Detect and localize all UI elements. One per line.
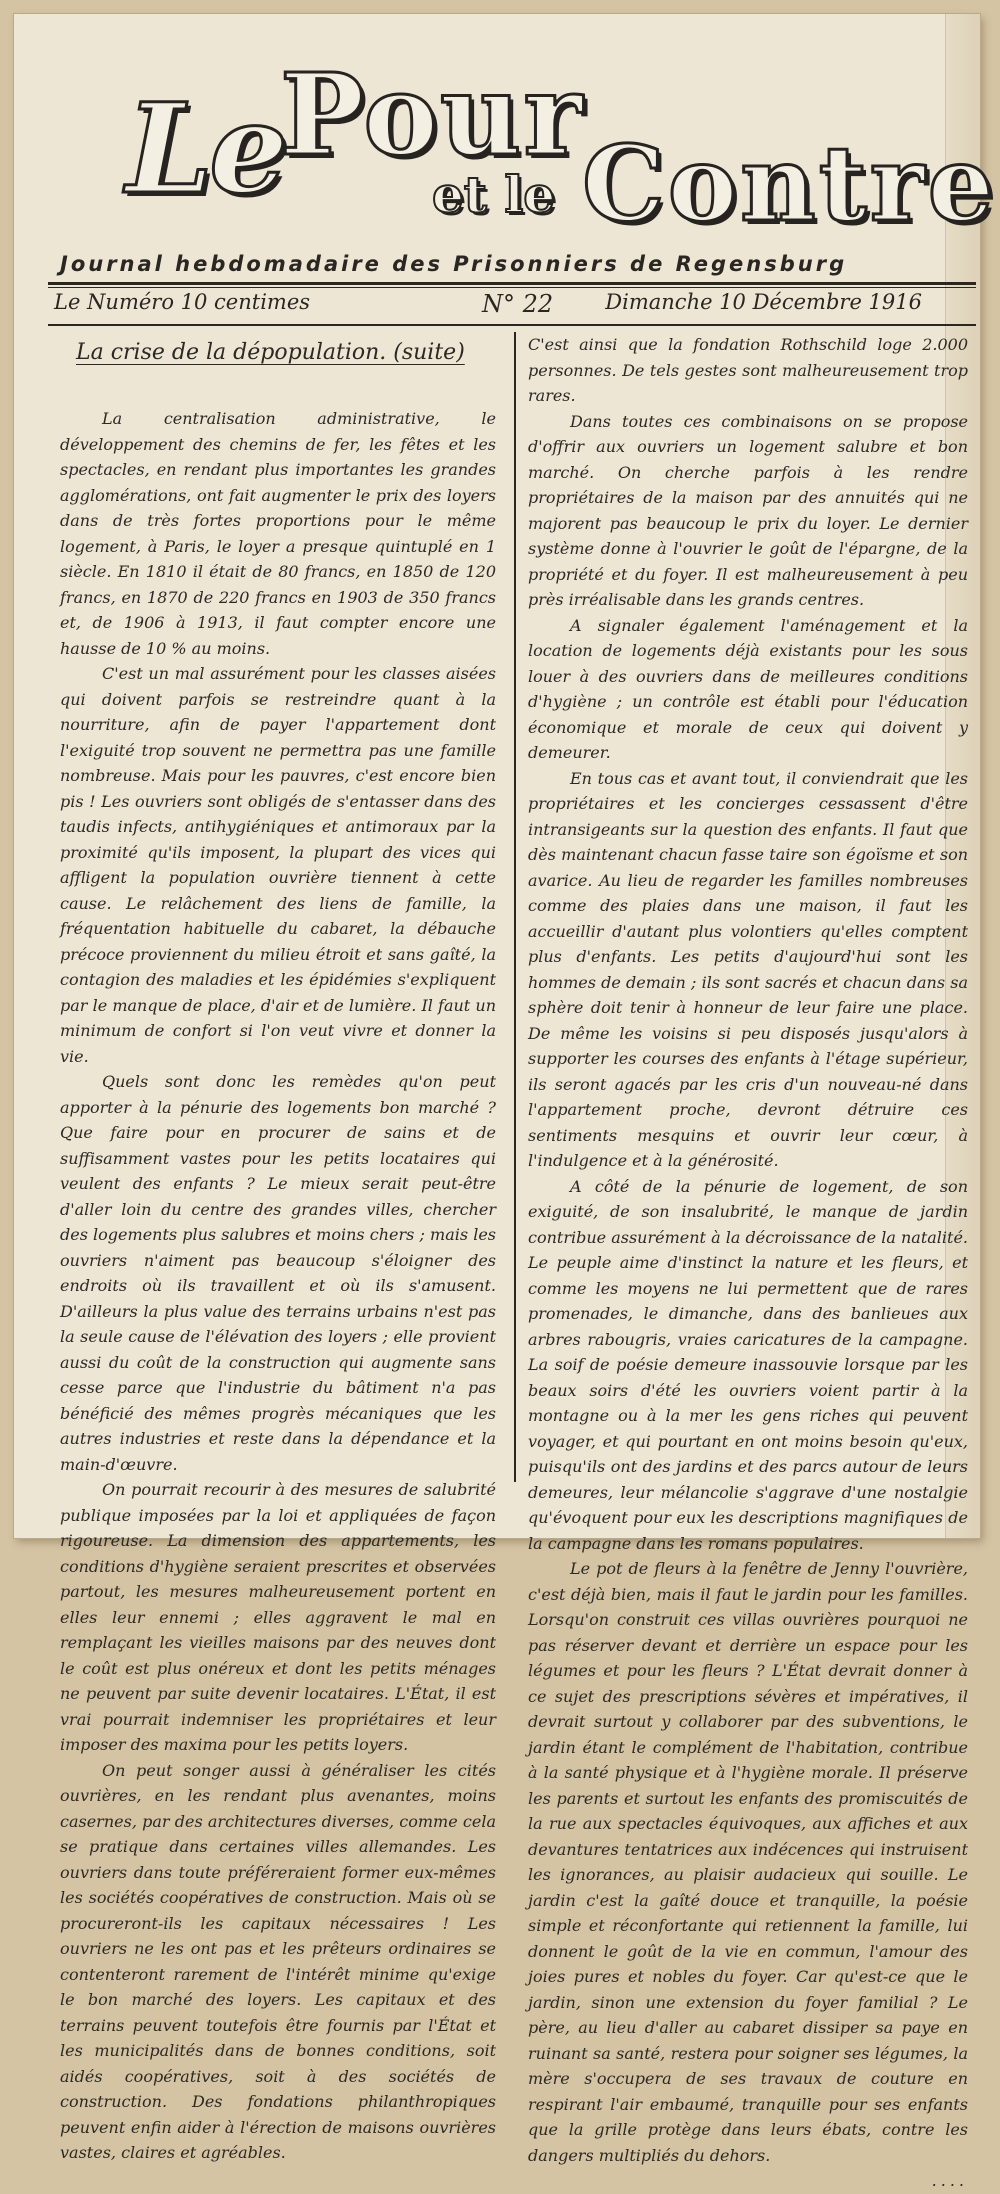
masthead-title-le: Le [126,77,285,222]
issue-rule [48,324,976,326]
header-rule [48,282,976,285]
paragraph: Dans toutes ces combinaisons on se propose d'offrir aux ouvriers un logement salubre et bon marché. On cherche parfois à les rendre propriétaires de la maison par des annuités qui ne majorent pas beaucoup le prix du loyer. Le dernier système donne à l'ouvrier le goût de l'épargne, de la propriété et du foyer. Il est malheureusement à peu près irréalisable dans les grands centres. [528,411,968,609]
masthead-title-pour: Pour [280,50,585,181]
paragraph: La centralisation administrative, le développement des chemins de fer, les fêtes et les spectacles, en rendant plus importantes les grandes agglomérations, ont fait augmenter le prix des loyers dans de très fortes proportions pour le même logement, à Paris, le loyer a presque quintuplé en 1 siècle. En 1810 il était de 80 francs, en 1850 de 120 francs, en 1870 de 220 francs en 1903 de 350 francs et, de 1906 à 1913, il faut compter encore une hausse de 10 % au moins. [60,409,496,658]
article-title: La crise de la dépopulation. (suite) [76,340,465,365]
paragraph: En tous cas et avant tout, il conviendrait que les propriétaires et les concierges cessassent d'être intransigeants sur la question des enfants. Il faut que dès maintenant chacun fasse taire son égoïsme et son avarice. Au lieu de regarder les familles nombreuses comme des plaies dans une maison, il faut les accueillir d'autant plus volontiers qu'elles comptent plus d'enfants. Les petits d'aujourd'hui sont les hommes de demain ; ils sont sacrés et chacun dans sa sphère doit tenir à honneur de leur faire une place. De même les voisins si peu disposés jusqu'alors à supporter les courses des enfants à l'étage supérieur, ils seront agacés par les cris d'un nouveau-né dans l'appartement proche, devront détruire ces sentiments mesquins et ouvrir leur cœur, à l'indulgence et à la générosité. [528,768,968,1170]
header-rule-thin [48,287,976,288]
article-column-right [528,332,968,2194]
masthead-subtitle: Journal hebdomadaire des Prisonniers de Regensburg [60,252,848,276]
paragraph: C'est ainsi que la fondation Rothschild loge 2.000 personnes. De tels gestes sont malheureusement trop rares. [528,335,968,405]
paragraph: Quels sont donc les remèdes qu'on peut apporter à la pénurie des logements bon marché ? Que faire pour en procurer de sains et de suffisamment vastes pour les petits locataires qui veulent des enfants ? Le mieux serait peut-être d'aller loin du centre des grandes villes, chercher des logements plus salubres et moins chers ; mais les ouvriers n'aiment pas beaucoup s'éloigner des endroits où ils travaillent et où ils s'amusent. D'ailleurs la plus value des terrains urbains n'est pas la seule cause de l'élévation des loyers ; elle provient aussi du coût de la construction qui augmente sans cesse parce que l'industrie du bâtiment n'a pas bénéficié des mêmes progrès mécaniques que les autres industries et reste dans la dépendance et la main-d'œuvre. [60,1072,496,1474]
masthead-title-et-le: et le [432,165,556,224]
paragraph: On peut songer aussi à généraliser les cités ouvrières, en les rendant plus avenantes, moins casernes, par des architectures diverses, comme cela se pratique dans certaines villes allemandes. Les ouvriers dans toute préféreraient former eux-mêmes les sociétés coopératives de construction. Mais où se procureront-ils les capitaux nécessaires ! Les ouvriers ne les ont pas et les prêteurs ordinaires se contenteront rarement de l'intérêt minime qu'exige le bon marché des loyers. Les capitaux et des terrains peuvent toutefois être fournis par l'État et les municipalités dans de bonnes conditions, soit aidés coopératives, soit à des sociétés de construction. Des fondations philanthropiques peuvent enfin aider à l'érection de maisons ouvrières vastes, claires et agréables. [60,1760,496,2162]
continuation-mark: .... [931,2171,968,2190]
column-divider [514,332,516,1482]
masthead-title-contre: Contre [582,122,997,245]
paragraph: A signaler également l'aménagement et la location de logements déjà existants pour les sous louer à des ouvriers dans de meilleures conditions d'hygiène ; un contrôle est établi pour l'éducation économique et morale de ceux qui doivent y demeurer. [528,615,968,762]
newspaper-page [14,14,997,2190]
paragraph: Le pot de fleurs à la fenêtre de Jenny l'ouvrière, c'est déjà bien, mais il faut le jardin pour les familles. Lorsqu'on construit ces villas ouvrières pourquoi ne pas réserver devant et derrière un espace pour les légumes et pour les fleurs ? L'État devrait donner à ce sujet des prescriptions sévères et impératives, il devrait surtout y collaborer par des subventions, le jardin étant le complément de l'habitation, contribue à la santé physique et à l'hygiène morale. Il préserve les parents et surtout les enfants des promiscuités de la rue aux spectacles équivoques, aux affiches et aux devantures tentatrices aux indécences qui instruisent les ignorances, au plaisir audacieux qui souille. Le jardin c'est la gaîté douce et tranquille, la poésie simple et réconfortante qui retiennent la famille, lui donnent le goût de la vie en commun, l'amour des joies pures et nobles du foyer. Car qu'est-ce que le jardin, sinon une extension du foyer familial ? Le père, au lieu d'aller au cabaret dissiper sa paye en ruinant sa santé, restera pour soigner ses légumes, la mère s'occupera de ses travaux de couture en respirant l'air embaumé, tranquille pour ses enfants que la grille protège dans leurs ébats, contre les dangers multipliés du dehors. [528,1559,968,2165]
issue-number: N° 22 [482,290,554,318]
paragraph: C'est un mal assurément pour les classes aisées qui doivent parfois se restreindre quant à la nourriture, afin de payer l'appartement dont l'exiguité trop souvent ne permettra pas une famille nombreuse. Mais pour les pauvres, c'est encore bien pis ! Les ouvriers sont obligés de s'entasser dans des taudis infects, antihygiéniques et antimoraux par la proximité qu'ils imposent, la plupart des vices qui affligent la population ouvrière tiennent à cette cause. Le relâchement des liens de famille, la fréquentation habituelle du cabaret, la débauche précoce proviennent du milieu étroit et sans gaîté, la contagion des maladies et les épidémies s'expliquent par le manque de place, d'air et de lumière. Il faut un minimum de confort si l'on veut vivre et donner la vie. [60,664,496,1066]
masthead [54,50,997,250]
issue-price: Le Numéro 10 centimes [54,290,311,314]
paragraph: On pourrait recourir à des mesures de salubrité publique imposées par la loi et appliquées de façon rigoureuse. La dimension des appartements, les conditions d'hygiène seraient prescrites et observées partout, les mesures malheureusement portent en elles leur ennemi ; elles aggravent le mal en remplaçant les vieilles maisons par des neuves dont le coût est plus onéreux et dont les petits ménages ne peuvent par suite devenir locataires. L'État, il est vrai pourrait indemniser les propriétaires et leur imposer des maxima pour les petits loyers. [60,1480,496,1754]
issue-date: Dimanche 10 Décembre 1916 [605,290,922,314]
article-column-left [60,332,496,2166]
paragraph: A côté de la pénurie de logement, de son exiguité, de son insalubrité, le manque de jardin contribue assurément à la décroissance de la natalité. Le peuple aime d'instinct la nature et les fleurs, et comme les moyens ne lui permettent que de rares promenades, le dimanche, dans des banlieues aux arbres rabougris, vraies caricatures de la campagne. La soif de poésie demeure inassouvie lorsque par les beaux soirs d'été les ouvriers voient partir à la montagne ou à la mer les gens riches qui peuvent voyager, et qui pourtant en ont moins besoin qu'eux, puisqu'ils ont des jardins et des parcs autour de leurs demeures, leur mélancolie s'aggrave d'une nostalgie qu'évoquent pour eux les descriptions magnifiques de la campagne dans les romans populaires. [528,1176,968,1553]
